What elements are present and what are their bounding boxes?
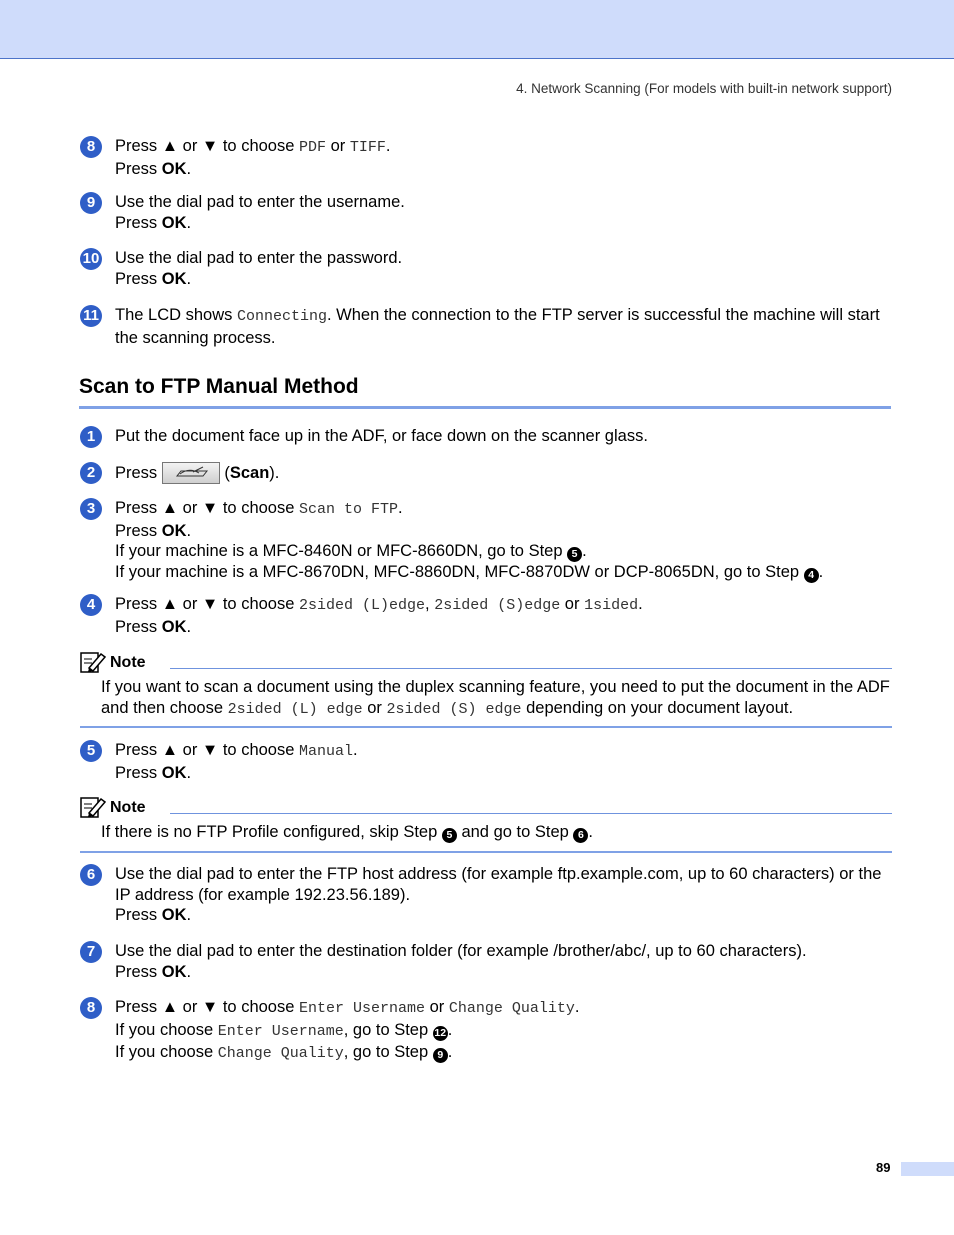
note-pencil-icon: [80, 650, 106, 674]
step-reference: 12: [434, 1026, 447, 1039]
step-10-password: 10 Use the dial pad to enter the password. Press OK.: [80, 248, 892, 289]
section-heading: Scan to FTP Manual Method: [79, 375, 359, 398]
step-8-username-or-quality: 8 Press ▲ or ▼ to choose Enter Username or Change Quality. If you choose Enter Username, go to Step 12 . If you choose Change Quality, go to Step 9 .: [80, 997, 892, 1065]
step-number: 10: [80, 248, 102, 270]
step-number: 7: [80, 941, 102, 963]
note-bottom-rule: [80, 851, 892, 853]
step-number: 4: [80, 594, 102, 616]
step-number: 2: [80, 462, 102, 484]
step-4-duplex-option: 4 Press ▲ or ▼ to choose 2sided (L)edge, 2sided (S)edge or 1sided. Press OK.: [80, 594, 892, 637]
step-5-manual: 5 Press ▲ or ▼ to choose Manual. Press OK.: [80, 740, 892, 783]
header-band: [0, 0, 954, 59]
note-text: If you want to scan a document using the duplex scanning feature, you need to put the document in the ADF and then choose 2sided (L) edge or 2sided (S) edge depending on your document layout.: [101, 678, 890, 718]
note-pencil-icon: [80, 795, 106, 819]
step-reference: 9: [433, 1048, 448, 1063]
step-number: 9: [80, 192, 102, 214]
step-number: 5: [80, 740, 102, 762]
step-number: 1: [80, 426, 102, 448]
step-8-choose-format: 8 Press ▲ or ▼ to choose PDF or TIFF. Press OK.: [80, 136, 892, 179]
note-duplex: Note If you want to scan a document using the duplex scanning feature, you need to put the document in the ADF and then choose 2sided (L) edge or 2sided (S) edge depending on your document layout.: [80, 650, 892, 730]
step-reference: 6: [573, 828, 588, 843]
note-rule: [170, 813, 892, 814]
note-text: If there is no FTP Profile configured, skip Step 5 and go to Step 6 .: [101, 823, 593, 841]
step-1-place-document: 1 Put the document face up in the ADF, or face down on the scanner glass.: [80, 426, 892, 447]
note-rule: [170, 668, 892, 669]
step-number: 3: [80, 498, 102, 520]
step-2-press-scan: 2 Press (Scan).: [80, 462, 892, 484]
step-number: 11: [80, 305, 102, 327]
step-reference: 5: [567, 547, 582, 562]
scan-key-icon: [162, 462, 220, 484]
step-number: 8: [80, 136, 102, 158]
step-11-connecting: 11 The LCD shows Connecting. When the connection to the FTP server is successful the machine will start the scanning process.: [80, 305, 892, 348]
step-3-scan-to-ftp: 3 Press ▲ or ▼ to choose Scan to FTP. Press OK. If your machine is a MFC-8460N or MFC-8660DN, go to Step 5 . If your machine is a MFC-8670DN, MFC-8860DN, MFC-8870DW or DCP-8065DN, go to Step 4 .: [80, 498, 892, 583]
step-7-destination-folder: 7 Use the dial pad to enter the destination folder (for example /brother/abc/, up to 60 characters). Press OK.: [80, 941, 892, 982]
page-number: 89: [876, 1160, 891, 1175]
chapter-title: 4. Network Scanning (For models with built-in network support): [516, 81, 892, 96]
step-6-host-address: 6 Use the dial pad to enter the FTP host address (for example ftp.example.com, up to 60 characters) or the IP address (for example 192.23.56.189). Press OK.: [80, 864, 892, 926]
page-tab: [901, 1162, 954, 1176]
note-ftp-profile: Note If there is no FTP Profile configured, skip Step 5 and go to Step 6 .: [80, 795, 892, 855]
scanner-icon: [163, 463, 219, 483]
step-number: 6: [80, 864, 102, 886]
step-number: 8: [80, 997, 102, 1019]
note-bottom-rule: [80, 726, 892, 728]
step-reference: 5: [442, 828, 457, 843]
section-rule: [79, 406, 891, 409]
step-reference: 4: [804, 568, 819, 583]
step-9-username: 9 Use the dial pad to enter the username. Press OK.: [80, 192, 892, 233]
